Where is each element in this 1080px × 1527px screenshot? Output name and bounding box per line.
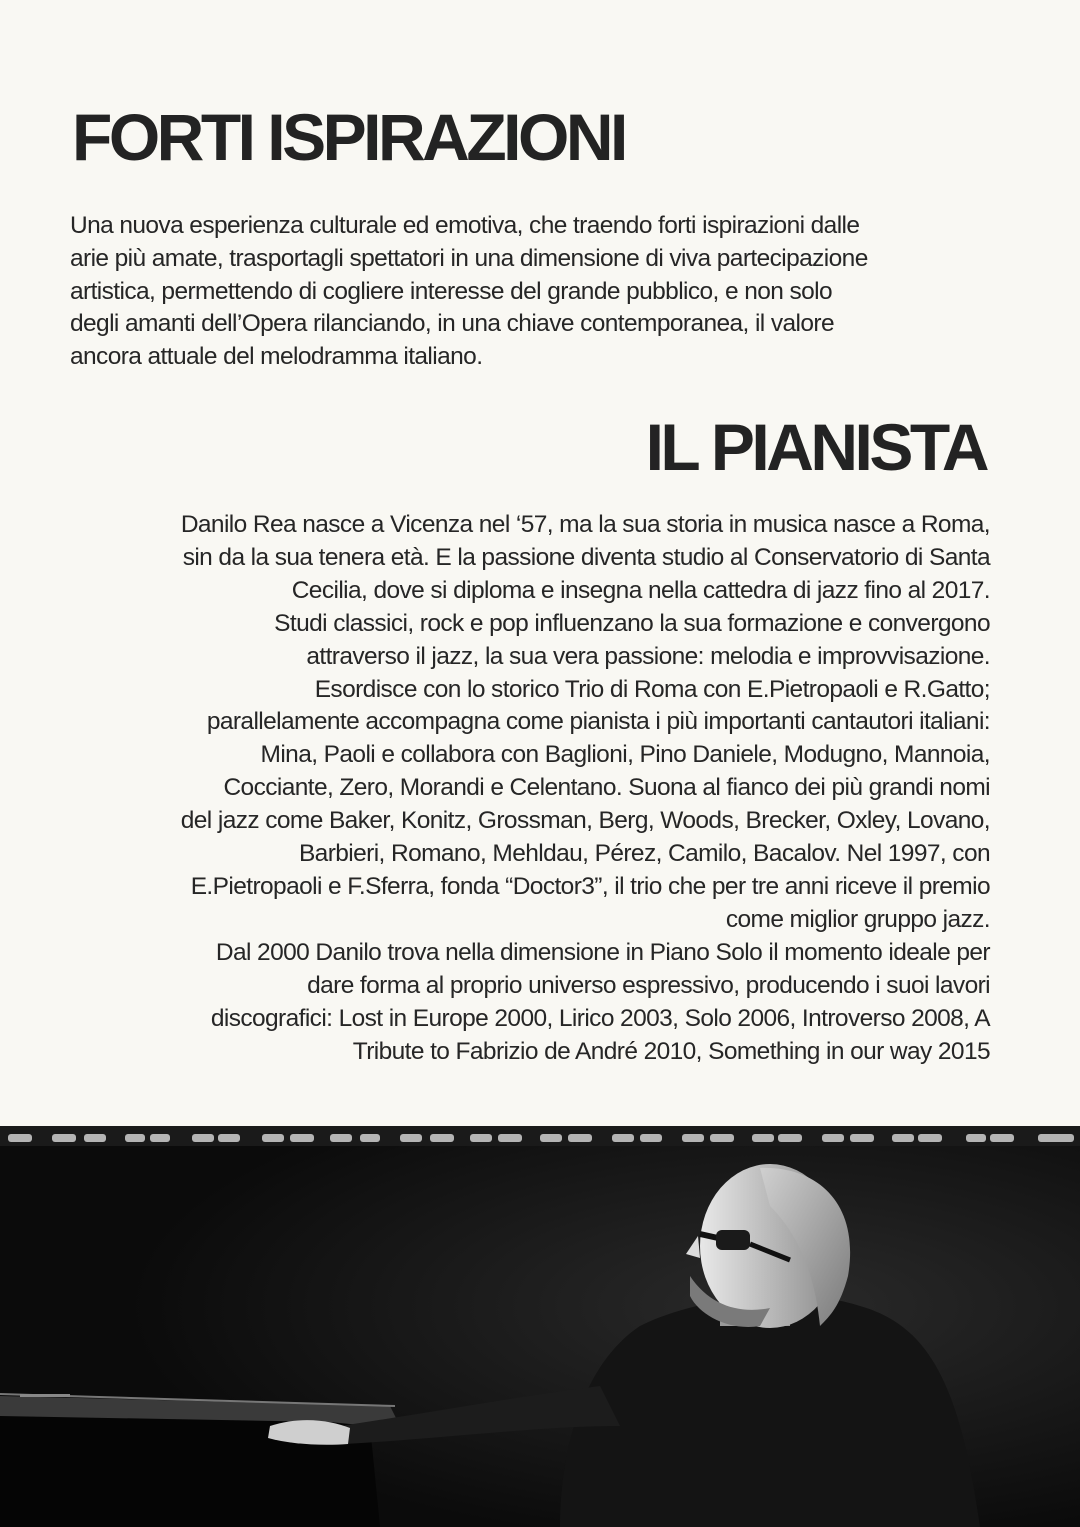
bio-line: dare forma al proprio universo espressivo, producendo i suoi lavori: [307, 971, 990, 999]
bio-line: parallelamente accompagna come pianista i più importanti cantautori italiani:: [206, 708, 990, 736]
section-title-il-pianista: IL PIANISTA: [645, 410, 986, 484]
intro-line: arie più amate, trasportagli spettatori in una dimensione di viva partecipazione: [70, 244, 868, 272]
bio-line: Danilo Rea nasce a Vicenza nel ‘57, ma la sua storia in musica nasce a Roma,: [180, 511, 990, 538]
bio-line: Cocciante, Zero, Morandi e Celentano. Suona al fianco dei più grandi nomi: [223, 774, 990, 802]
intro-line: Una nuova esperienza culturale ed emotiva, che traendo forti ispirazioni dalle: [70, 212, 860, 239]
bio-paragraph: [70, 509, 990, 1068]
stage-lights-row: [0, 1126, 1080, 1146]
bio-line: Tribute to Fabrizio de André 2010, Something in our way 2015: [352, 1037, 990, 1065]
bio-line: sin da la sua tenera età. E la passione diventa studio al Conservatorio di Santa: [182, 543, 990, 571]
bio-line: Esordisce con lo storico Trio di Roma con E.Pietropaoli e R.Gatto;: [314, 675, 990, 703]
bio-line: del jazz come Baker, Konitz, Grossman, Berg, Woods, Brecker, Oxley, Lovano,: [180, 807, 990, 835]
bio-line: come miglior gruppo jazz.: [725, 905, 990, 933]
intro-line: degli amanti dell’Opera rilanciando, in una chiave contemporanea, il valore: [70, 310, 834, 338]
section-title-forti-ispirazioni: FORTI ISPIRAZIONI: [72, 100, 625, 174]
intro-line: artistica, permettendo di cogliere interesse del grande pubblico, e non solo: [70, 277, 833, 305]
pianist-photo: [0, 1126, 1080, 1527]
bio-line: Mina, Paoli e collabora con Baglioni, Pino Daniele, Modugno, Mannoia,: [260, 741, 990, 769]
bio-line: Barbieri, Romano, Mehldau, Pérez, Camilo, Bacalov. Nel 1997, con: [298, 840, 990, 868]
bio-line: E.Pietropaoli e F.Sferra, fonda “Doctor3”, il trio che per tre anni riceve il premio: [190, 872, 990, 900]
bio-line: attraverso il jazz, la sua vera passione: melodia e improvvisazione.: [306, 642, 990, 670]
bio-line: Studi classici, rock e pop influenzano la sua formazione e convergono: [274, 609, 990, 637]
intro-paragraph: [70, 210, 990, 374]
bio-line: Cecilia, dove si diploma e insegna nella cattedra di jazz fino al 2017.: [291, 576, 990, 604]
pianist-photo-illustration: [0, 1126, 1080, 1527]
bio-line: Dal 2000 Danilo trova nella dimensione in Piano Solo il momento ideale per: [215, 938, 990, 966]
bio-line: discografici: Lost in Europe 2000, Lirico 2003, Solo 2006, Introverso 2008, A: [210, 1004, 990, 1032]
intro-line: ancora attuale del melodramma italiano.: [70, 343, 483, 371]
piano-silhouette: [0, 1394, 400, 1527]
